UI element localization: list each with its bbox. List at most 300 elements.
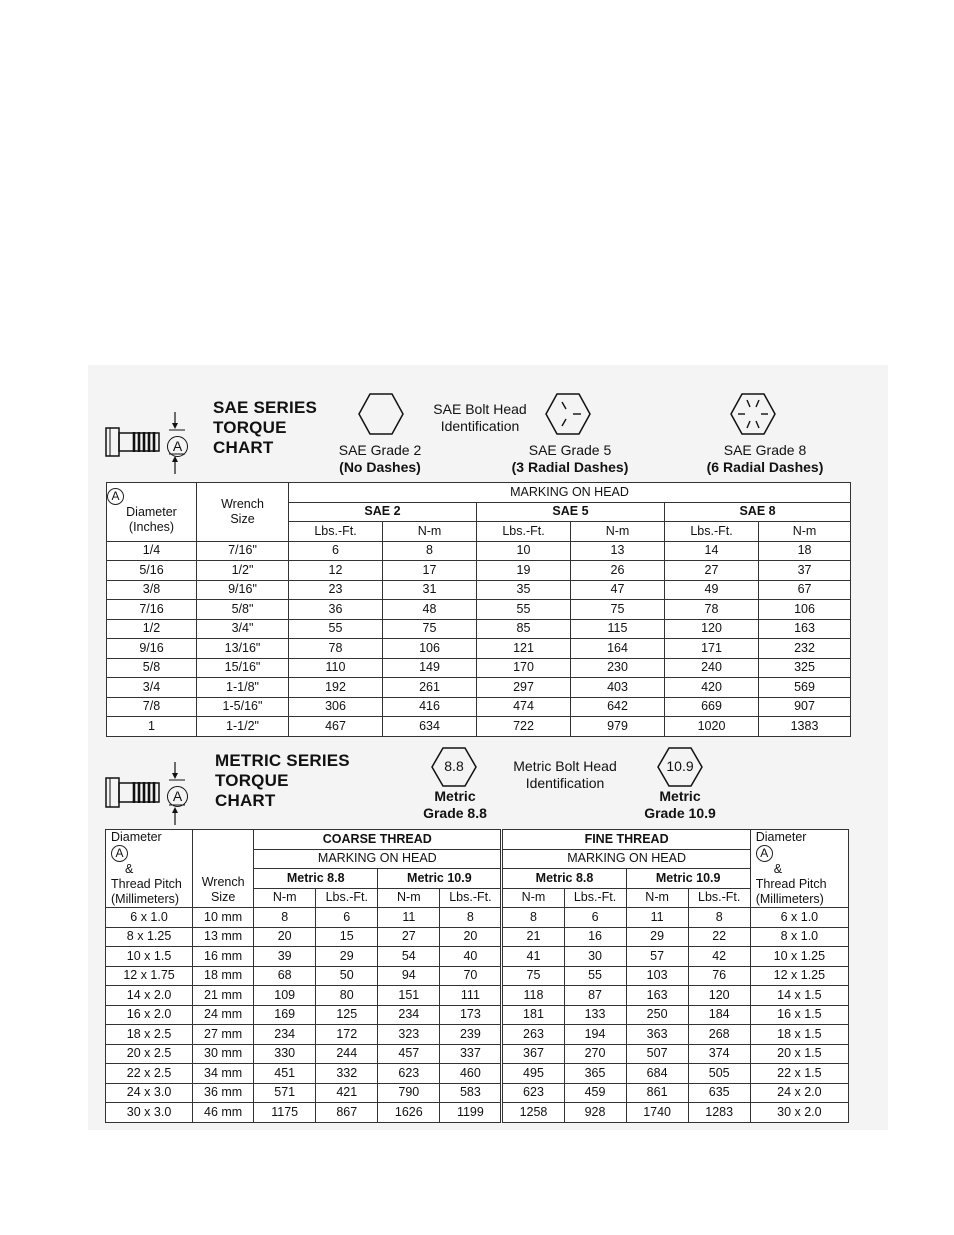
table-cell: 460 (440, 1064, 502, 1084)
table-cell: 261 (383, 678, 477, 698)
table-cell: 1 (107, 717, 197, 737)
sae-unit-header: N-m (383, 522, 477, 542)
metric-diameter-a-symbol: A (111, 845, 128, 862)
table-cell: 192 (289, 678, 383, 698)
table-row (107, 561, 851, 581)
sae-grade-2-name: SAE Grade 2 (338, 442, 422, 458)
table-cell: 239 (440, 1025, 502, 1045)
table-cell: 87 (564, 986, 626, 1006)
sae-col-diameter-line-2: (Inches) (128, 520, 175, 535)
table-cell: 49 (665, 580, 759, 600)
table-cell: 35 (477, 580, 571, 600)
table-cell: 40 (440, 947, 502, 967)
table-cell: 194 (564, 1025, 626, 1045)
table-cell: 34 mm (193, 1064, 254, 1084)
table-cell: 928 (564, 1103, 626, 1123)
sae-grade-8-name: SAE Grade 8 (723, 442, 807, 458)
table-cell: 18 x 1.5 (750, 1025, 848, 1045)
table-cell: 1/2 (107, 619, 197, 639)
metric-grade-10-9-line-1: Metric (659, 788, 701, 804)
table-cell: 15/16" (197, 658, 289, 678)
table-cell: 170 (477, 658, 571, 678)
table-cell: 20 x 1.5 (750, 1044, 848, 1064)
table-cell: 94 (378, 966, 440, 986)
table-cell: 169 (254, 1005, 316, 1025)
table-row (107, 658, 851, 678)
table-cell: 635 (688, 1083, 750, 1103)
table-cell: 80 (316, 986, 378, 1006)
metric-grade-10-9-head-icon (656, 746, 704, 788)
sae-grade-8-label (690, 442, 840, 476)
table-cell: 270 (564, 1044, 626, 1064)
metric-series-title (215, 751, 350, 811)
table-cell: 110 (289, 658, 383, 678)
table-cell: 163 (759, 619, 851, 639)
metric-unit-header: Lbs.-Ft. (564, 888, 626, 908)
sae-diameter-circle-symbol: A (167, 436, 188, 457)
table-cell: 8 (502, 908, 564, 928)
table-cell: 21 mm (193, 986, 254, 1006)
table-cell: 48 (383, 600, 477, 620)
table-cell: 13/16" (197, 639, 289, 659)
table-cell: 3/4" (197, 619, 289, 639)
table-row (107, 580, 851, 600)
fine-marking-header: MARKING ON HEAD (502, 849, 750, 869)
table-cell: 9/16 (107, 639, 197, 659)
metric-unit-header: Lbs.-Ft. (440, 888, 502, 908)
table-cell: 5/8 (107, 658, 197, 678)
sae-group-header: SAE 8 (665, 502, 851, 522)
table-cell: 184 (688, 1005, 750, 1025)
metric-grade-10-9-line-2: Grade 10.9 (644, 805, 716, 821)
table-cell: 115 (571, 619, 665, 639)
metric-grade-10-9-mark: 10.9 (666, 758, 694, 774)
metric-grade-8-8-mark: 8.8 (444, 758, 464, 774)
table-cell: 6 x 1.0 (750, 908, 848, 928)
table-cell: 11 (378, 908, 440, 928)
table-cell: 1175 (254, 1103, 316, 1123)
table-cell: 8 (688, 908, 750, 928)
table-row (106, 1044, 849, 1064)
table-cell: 11 (626, 908, 688, 928)
table-cell: 332 (316, 1064, 378, 1084)
table-cell: 365 (564, 1064, 626, 1084)
table-cell: 10 mm (193, 908, 254, 928)
table-row (107, 639, 851, 659)
table-cell: 1-5/16" (197, 697, 289, 717)
metric-group-header: Metric 10.9 (378, 869, 502, 889)
table-cell: 10 x 1.5 (106, 947, 193, 967)
table-cell: 24 mm (193, 1005, 254, 1025)
table-cell: 457 (378, 1044, 440, 1064)
table-cell: 17 (383, 561, 477, 581)
table-cell: 19 (477, 561, 571, 581)
sae-unit-header: Lbs.-Ft. (289, 522, 383, 542)
table-cell: 8 (383, 541, 477, 561)
metric-title-line-1: METRIC SERIES (215, 751, 350, 770)
sae-torque-table (106, 482, 851, 737)
table-cell: 367 (502, 1044, 564, 1064)
sae-title-line-3: CHART (213, 438, 274, 457)
table-cell: 151 (378, 986, 440, 1006)
table-cell: 297 (477, 678, 571, 698)
table-cell: 363 (626, 1025, 688, 1045)
metric-grade-8-8-line-1: Metric (434, 788, 476, 804)
table-row (107, 600, 851, 620)
sae-col-diameter-line-1: Diameter (126, 505, 177, 520)
table-cell: 164 (571, 639, 665, 659)
table-cell: 172 (316, 1025, 378, 1045)
table-cell: 330 (254, 1044, 316, 1064)
table-cell: 420 (665, 678, 759, 698)
table-row (106, 1064, 849, 1084)
metric-col-wrench-line-2: Size (210, 890, 236, 904)
sae-grade-5-head-icon (544, 392, 592, 436)
table-cell: 403 (571, 678, 665, 698)
table-cell: 15 (316, 927, 378, 947)
table-row (106, 947, 849, 967)
table-cell: 642 (571, 697, 665, 717)
metric-unit-header: N-m (502, 888, 564, 908)
metric-unit-header: N-m (378, 888, 440, 908)
table-cell: 68 (254, 966, 316, 986)
table-cell: 495 (502, 1064, 564, 1084)
table-cell: 9/16" (197, 580, 289, 600)
table-cell: 3/4 (107, 678, 197, 698)
table-cell: 29 (626, 927, 688, 947)
table-cell: 474 (477, 697, 571, 717)
sae-grade-2-head-icon (357, 392, 405, 436)
table-cell: 7/16" (197, 541, 289, 561)
sae-grade-5-desc: (3 Radial Dashes) (511, 459, 629, 475)
table-cell: 1-1/8" (197, 678, 289, 698)
metric-col-wrench-line-1: Wrench (201, 875, 245, 889)
table-cell: 1-1/2" (197, 717, 289, 737)
table-cell: 7/8 (107, 697, 197, 717)
table-cell: 30 x 3.0 (106, 1103, 193, 1123)
sae-unit-header: N-m (571, 522, 665, 542)
coarse-thread-header: COARSE THREAD (254, 830, 502, 850)
table-cell: 16 mm (193, 947, 254, 967)
table-cell: 8 (440, 908, 502, 928)
table-cell: 37 (759, 561, 851, 581)
metric-ident-line-2: Identification (525, 775, 605, 791)
table-cell: 30 (564, 947, 626, 967)
table-cell: 120 (665, 619, 759, 639)
table-cell: 23 (289, 580, 383, 600)
metric-grade-10-9-label (630, 788, 730, 822)
table-cell: 70 (440, 966, 502, 986)
table-cell: 1283 (688, 1103, 750, 1123)
table-cell: 10 x 1.25 (750, 947, 848, 967)
table-cell: 907 (759, 697, 851, 717)
table-cell: 55 (477, 600, 571, 620)
table-cell: 121 (477, 639, 571, 659)
table-cell: 1/2" (197, 561, 289, 581)
table-cell: 27 (378, 927, 440, 947)
metric-title-line-3: CHART (215, 791, 276, 810)
sae-unit-header: Lbs.-Ft. (477, 522, 571, 542)
fine-thread-header: FINE THREAD (502, 830, 750, 850)
table-cell: 669 (665, 697, 759, 717)
table-cell: 149 (383, 658, 477, 678)
table-cell: 18 (759, 541, 851, 561)
metric-col-diam-left-line-4: (Millimeters) (111, 892, 180, 906)
table-cell: 21 (502, 927, 564, 947)
metric-col-diam-left-line-1: Diameter (111, 830, 162, 844)
table-cell: 24 x 2.0 (750, 1083, 848, 1103)
sae-marking-header: MARKING ON HEAD (289, 483, 851, 503)
metric-col-diam-right-line-1: Diameter (755, 830, 807, 844)
table-cell: 12 x 1.25 (750, 966, 848, 986)
metric-group-header: Metric 8.8 (254, 869, 378, 889)
table-cell: 8 (254, 908, 316, 928)
coarse-marking-header: MARKING ON HEAD (254, 849, 502, 869)
metric-grade-8-8-label (405, 788, 505, 822)
table-cell: 6 (316, 908, 378, 928)
metric-grade-8-8-line-2: Grade 8.8 (423, 805, 487, 821)
table-cell: 867 (316, 1103, 378, 1123)
metric-diameter-a-symbol: A (756, 845, 773, 862)
table-cell: 133 (564, 1005, 626, 1025)
metric-unit-header: Lbs.-Ft. (316, 888, 378, 908)
sae-group-header: SAE 2 (289, 502, 477, 522)
table-cell: 421 (316, 1083, 378, 1103)
table-cell: 85 (477, 619, 571, 639)
table-row (107, 717, 851, 737)
table-cell: 20 (440, 927, 502, 947)
table-cell: 30 x 2.0 (750, 1103, 848, 1123)
table-cell: 67 (759, 580, 851, 600)
table-cell: 75 (383, 619, 477, 639)
table-cell: 1626 (378, 1103, 440, 1123)
table-cell: 3/8 (107, 580, 197, 600)
table-cell: 20 (254, 927, 316, 947)
table-cell: 22 (688, 927, 750, 947)
table-cell: 39 (254, 947, 316, 967)
table-cell: 8 x 1.25 (106, 927, 193, 947)
table-cell: 232 (759, 639, 851, 659)
metric-col-diameter-left-header (106, 830, 193, 908)
table-row (106, 1083, 849, 1103)
metric-col-diam-right-line-3: Thread Pitch (755, 877, 827, 891)
table-cell: 684 (626, 1064, 688, 1084)
table-cell: 163 (626, 986, 688, 1006)
table-cell: 234 (378, 1005, 440, 1025)
table-cell: 16 x 2.0 (106, 1005, 193, 1025)
sae-title-line-2: TORQUE (213, 418, 287, 437)
table-cell: 22 x 2.5 (106, 1064, 193, 1084)
sae-grade-5-label (490, 442, 650, 476)
table-cell: 1383 (759, 717, 851, 737)
sae-col-wrench-header (197, 483, 289, 542)
table-cell: 13 (571, 541, 665, 561)
table-cell: 374 (688, 1044, 750, 1064)
table-cell: 323 (378, 1025, 440, 1045)
table-cell: 46 mm (193, 1103, 254, 1123)
table-cell: 78 (289, 639, 383, 659)
table-cell: 106 (759, 600, 851, 620)
table-cell: 10 (477, 541, 571, 561)
table-cell: 57 (626, 947, 688, 967)
metric-col-diam-left-line-2: & (125, 862, 134, 876)
table-cell: 55 (289, 619, 383, 639)
sae-series-title (213, 398, 317, 458)
sae-col-wrench-line-2: Size (230, 511, 255, 526)
table-cell: 234 (254, 1025, 316, 1045)
table-cell: 250 (626, 1005, 688, 1025)
table-cell: 111 (440, 986, 502, 1006)
metric-col-wrench-header (193, 830, 254, 908)
sae-grade-2-desc: (No Dashes) (339, 459, 421, 475)
metric-unit-header: N-m (626, 888, 688, 908)
sae-group-header: SAE 5 (477, 502, 665, 522)
table-cell: 5/8" (197, 600, 289, 620)
table-cell: 30 mm (193, 1044, 254, 1064)
metric-unit-header: N-m (254, 888, 316, 908)
sae-diameter-a-symbol: A (107, 488, 124, 505)
sae-grade-5-name: SAE Grade 5 (528, 442, 612, 458)
sae-unit-header: Lbs.-Ft. (665, 522, 759, 542)
table-cell: 12 x 1.75 (106, 966, 193, 986)
metric-unit-header: Lbs.-Ft. (688, 888, 750, 908)
metric-identification-label (505, 758, 625, 792)
sae-title-line-1: SAE SERIES (213, 398, 318, 417)
table-cell: 1740 (626, 1103, 688, 1123)
table-row (106, 986, 849, 1006)
table-cell: 240 (665, 658, 759, 678)
table-cell: 263 (502, 1025, 564, 1045)
table-row (106, 927, 849, 947)
table-cell: 29 (316, 947, 378, 967)
table-cell: 42 (688, 947, 750, 967)
table-cell: 268 (688, 1025, 750, 1045)
sae-unit-header: N-m (759, 522, 851, 542)
metric-group-header: Metric 10.9 (626, 869, 750, 889)
metric-col-diam-right-line-4: (Millimeters) (755, 892, 824, 906)
metric-group-header: Metric 8.8 (502, 869, 626, 889)
table-cell: 50 (316, 966, 378, 986)
table-cell: 244 (316, 1044, 378, 1064)
table-cell: 16 (564, 927, 626, 947)
table-cell: 22 x 1.5 (750, 1064, 848, 1084)
table-cell: 1258 (502, 1103, 564, 1123)
table-cell: 78 (665, 600, 759, 620)
table-cell: 27 mm (193, 1025, 254, 1045)
table-cell: 230 (571, 658, 665, 678)
table-cell: 7/16 (107, 600, 197, 620)
sae-ident-line-1: SAE Bolt Head (433, 401, 527, 417)
table-cell: 623 (378, 1064, 440, 1084)
table-cell: 31 (383, 580, 477, 600)
table-cell: 467 (289, 717, 383, 737)
table-cell: 75 (502, 966, 564, 986)
table-row (107, 678, 851, 698)
table-cell: 6 x 1.0 (106, 908, 193, 928)
table-cell: 6 (564, 908, 626, 928)
table-cell: 6 (289, 541, 383, 561)
sae-col-diameter-header (107, 483, 197, 542)
table-cell: 18 x 2.5 (106, 1025, 193, 1045)
table-cell: 109 (254, 986, 316, 1006)
table-cell: 14 (665, 541, 759, 561)
table-cell: 325 (759, 658, 851, 678)
table-cell: 583 (440, 1083, 502, 1103)
table-row (106, 966, 849, 986)
table-cell: 55 (564, 966, 626, 986)
table-cell: 24 x 3.0 (106, 1083, 193, 1103)
metric-col-diameter-right-header (750, 830, 848, 908)
table-row (106, 1025, 849, 1045)
table-cell: 103 (626, 966, 688, 986)
table-cell: 623 (502, 1083, 564, 1103)
table-cell: 47 (571, 580, 665, 600)
table-cell: 16 x 1.5 (750, 1005, 848, 1025)
table-cell: 451 (254, 1064, 316, 1084)
table-cell: 76 (688, 966, 750, 986)
table-cell: 13 mm (193, 927, 254, 947)
table-cell: 722 (477, 717, 571, 737)
sae-identification-label (425, 401, 535, 435)
table-cell: 36 (289, 600, 383, 620)
table-cell: 571 (254, 1083, 316, 1103)
table-cell: 181 (502, 1005, 564, 1025)
table-row (106, 1005, 849, 1025)
table-cell: 8 x 1.0 (750, 927, 848, 947)
table-cell: 505 (688, 1064, 750, 1084)
table-cell: 18 mm (193, 966, 254, 986)
table-cell: 507 (626, 1044, 688, 1064)
sae-ident-line-2: Identification (440, 418, 520, 434)
table-row (106, 908, 849, 928)
table-cell: 459 (564, 1083, 626, 1103)
table-row (107, 541, 851, 561)
table-cell: 173 (440, 1005, 502, 1025)
metric-ident-line-1: Metric Bolt Head (513, 758, 617, 774)
table-cell: 27 (665, 561, 759, 581)
table-cell: 171 (665, 639, 759, 659)
table-cell: 979 (571, 717, 665, 737)
table-cell: 26 (571, 561, 665, 581)
table-cell: 125 (316, 1005, 378, 1025)
table-cell: 1020 (665, 717, 759, 737)
sae-grade-8-head-icon (729, 392, 777, 436)
table-cell: 790 (378, 1083, 440, 1103)
table-cell: 1199 (440, 1103, 502, 1123)
sae-col-wrench-line-1: Wrench (221, 496, 264, 511)
table-cell: 54 (378, 947, 440, 967)
metric-grade-8-8-head-icon (430, 746, 478, 788)
table-row (107, 619, 851, 639)
table-cell: 20 x 2.5 (106, 1044, 193, 1064)
metric-torque-table (105, 829, 849, 1123)
table-cell: 12 (289, 561, 383, 581)
table-cell: 416 (383, 697, 477, 717)
metric-title-line-2: TORQUE (215, 771, 289, 790)
table-cell: 5/16 (107, 561, 197, 581)
table-cell: 306 (289, 697, 383, 717)
table-cell: 634 (383, 717, 477, 737)
table-cell: 120 (688, 986, 750, 1006)
table-cell: 14 x 1.5 (750, 986, 848, 1006)
sae-grade-8-desc: (6 Radial Dashes) (706, 459, 824, 475)
table-cell: 1/4 (107, 541, 197, 561)
table-cell: 337 (440, 1044, 502, 1064)
metric-diameter-circle-symbol: A (167, 786, 188, 807)
metric-col-diam-right-line-2: & (773, 862, 783, 876)
table-row (106, 1103, 849, 1123)
table-cell: 14 x 2.0 (106, 986, 193, 1006)
